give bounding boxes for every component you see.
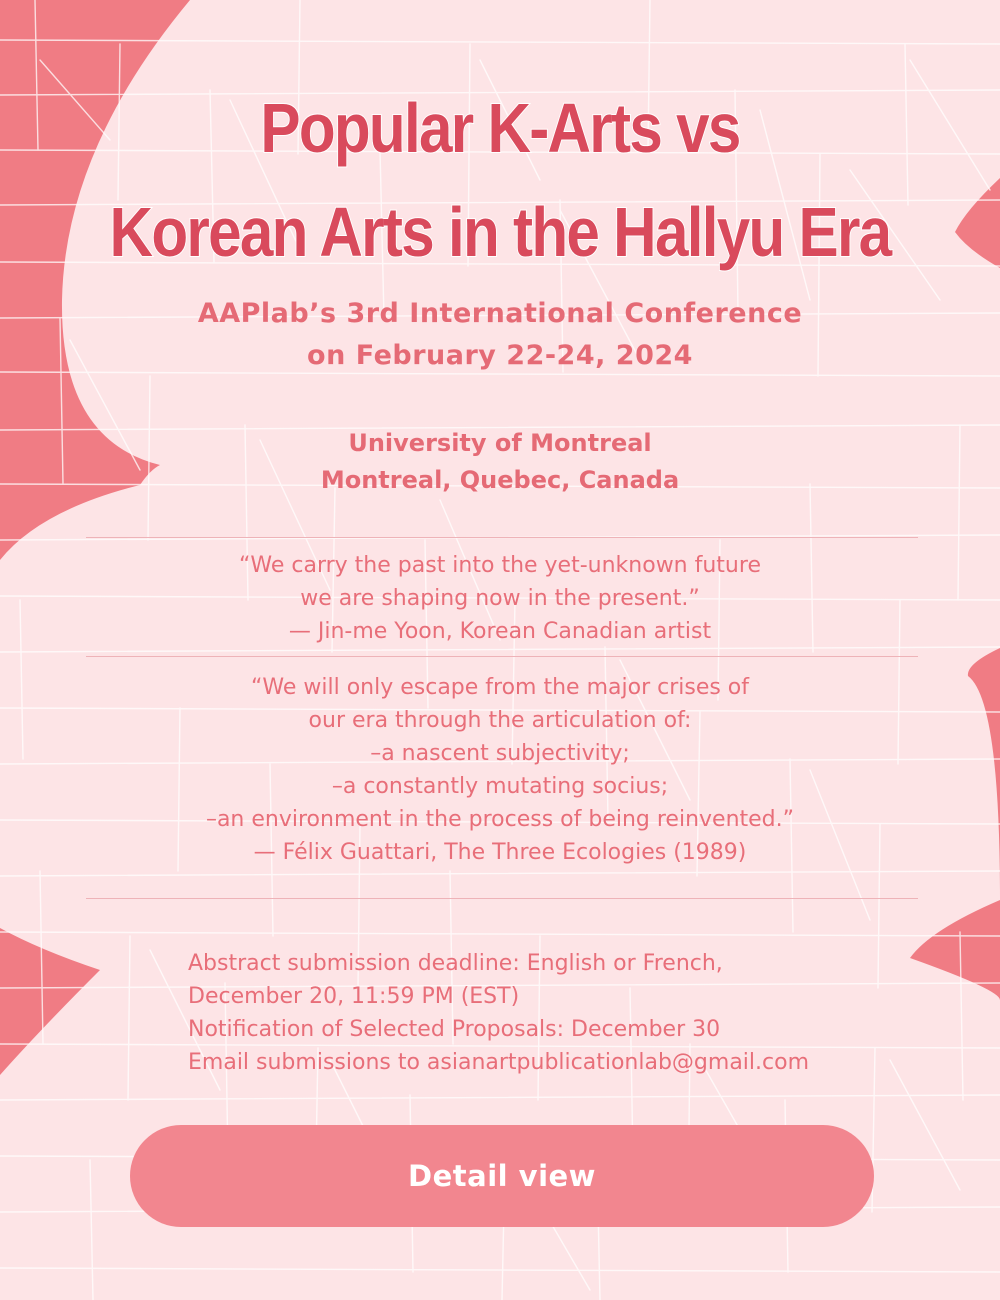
quote-attribution: — Jin-me Yoon, Korean Canadian artist — [288, 619, 712, 644]
page-title-line-2: Korean Arts in the Hallyu Era — [109, 193, 891, 271]
quote-line: –an environment in the process of being reinvented.” — [205, 807, 795, 832]
divider — [86, 898, 918, 899]
venue-university: University of Montreal — [348, 429, 652, 457]
divider — [86, 537, 918, 538]
divider — [86, 656, 918, 657]
quote-line: “We will only escape from the major crises of — [250, 675, 750, 700]
quote-line: we are shaping now in the present.” — [300, 586, 700, 611]
quote-line: “We carry the past into the yet-unknown future — [239, 553, 761, 578]
info-deadline-date: December 20, 11:59 PM (EST) — [188, 984, 520, 1009]
info-deadline: Abstract submission deadline: English or French, — [188, 951, 723, 976]
quote-attribution: — Félix Guattari, The Three Ecologies (1989) — [253, 840, 747, 865]
page-title-line-1: Popular K-Arts vs — [260, 89, 740, 167]
conference-name: AAPlab’s 3rd International Conference — [197, 298, 803, 329]
detail-view-button[interactable]: Detail view — [130, 1125, 874, 1227]
quote-line: –a nascent subjectivity; — [370, 741, 630, 766]
quote-line: our era through the articulation of: — [308, 708, 692, 733]
conference-date: on February 22-24, 2024 — [307, 340, 693, 371]
info-notification: Notification of Selected Proposals: December 30 — [188, 1017, 721, 1042]
venue-location: Montreal, Quebec, Canada — [320, 466, 680, 494]
quote-line: –a constantly mutating socius; — [331, 774, 669, 799]
info-email: Email submissions to asianartpublicationlab@gmail.com — [188, 1050, 810, 1075]
